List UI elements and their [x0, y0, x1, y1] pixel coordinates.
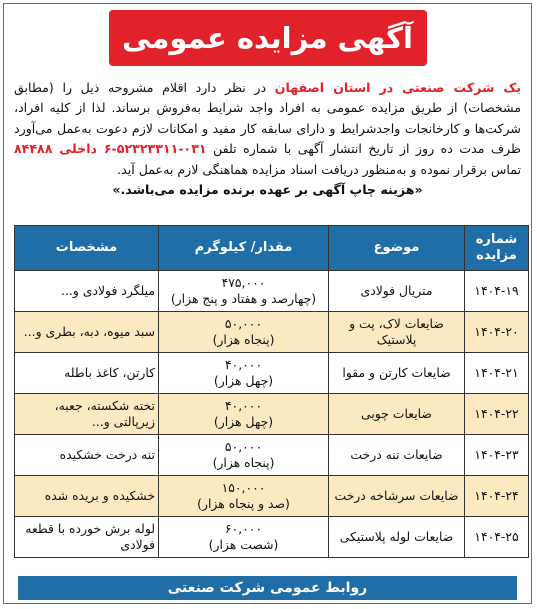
qty-words: (پنجاه هزار): [212, 332, 275, 347]
header-subject: موضوع: [329, 226, 465, 271]
table-row: [15, 271, 529, 312]
row-number: ۱۴۰۴-۲۳: [465, 435, 529, 476]
notice-text-part1: در نظر دارد اقلام مشروحه ذیل را (مطابق مشخصات) از طریق مزایده عمومی به افراد واجد شرایط به‌فروش برساند. لذا از کلیه افراد، شرکت‌ها و کارخانجات واجدشرایط و دارای سابقه کار مفید و امکانات لازم دعوت به‌عمل می‌آورد ظرف مدت ده روز از تاریخ انتشار آگهی با شماره تلفن: [14, 80, 521, 157]
row-number: ۱۴۰۴-۲۵: [465, 517, 529, 558]
row-subject: ضایعات چوبی: [329, 394, 465, 435]
row-quantity: [159, 517, 329, 558]
row-number: ۱۴۰۴-۲۰: [465, 312, 529, 353]
row-specs: لوله برش خورده با قطعه فولادی: [15, 517, 159, 558]
row-subject: ضایعات لوله پلاستیکی: [329, 517, 465, 558]
notice-body: [14, 78, 521, 200]
row-subject: متریال فولادی: [329, 271, 465, 312]
header-number: شماره مزایده: [465, 226, 529, 271]
row-number: ۱۴۰۴-۱۹: [465, 271, 529, 312]
qty-value: ۴۷۵,۰۰۰: [221, 275, 266, 290]
row-quantity: [159, 271, 329, 312]
footer-bar: روابط عمومی شرکت صنعتی: [18, 576, 517, 600]
row-subject: ضایعات تنه درخت: [329, 435, 465, 476]
row-number: ۱۴۰۴-۲۴: [465, 476, 529, 517]
qty-words: (صد و پنجاه هزار): [197, 496, 290, 511]
qty-value: ۴۰,۰۰۰: [224, 398, 263, 413]
table-header-row: [15, 226, 529, 271]
row-quantity: [159, 312, 329, 353]
row-specs: تخته شکسته، جعبه، زیرپالتی و...: [15, 394, 159, 435]
row-specs: کارتن، کاغذ باطله: [15, 353, 159, 394]
company-name: یک شرکت صنعتی در استان اصفهان: [274, 80, 521, 95]
row-subject: ضایعات لاک، پت و پلاستیک: [329, 312, 465, 353]
qty-words: (چهل هزار): [213, 414, 274, 429]
row-specs: تنه درخت خشکیده: [15, 435, 159, 476]
table-row: [15, 517, 529, 558]
title-banner-wrap: [4, 10, 531, 68]
qty-value: ۵۰,۰۰۰: [224, 439, 263, 454]
qty-words: (پنجاه هزار): [212, 455, 275, 470]
notice-frame: [3, 3, 532, 604]
row-specs: خشکیده و بریده شده: [15, 476, 159, 517]
auction-items-table: [14, 225, 529, 558]
row-quantity: [159, 435, 329, 476]
header-specs: مشخصات: [15, 226, 159, 271]
row-number: ۱۴۰۴-۲۲: [465, 394, 529, 435]
row-quantity: [159, 394, 329, 435]
table-row: [15, 435, 529, 476]
table-row: [15, 312, 529, 353]
qty-words: (چهارصد و هفتاد و پنج هزار): [170, 291, 317, 306]
row-quantity: [159, 476, 329, 517]
qty-value: ۴۰,۰۰۰: [224, 357, 263, 372]
table-row: [15, 394, 529, 435]
row-quantity: [159, 353, 329, 394]
row-number: ۱۴۰۴-۲۱: [465, 353, 529, 394]
row-subject: ضایعات سرشاخه درخت: [329, 476, 465, 517]
qty-value: ۶۰,۰۰۰: [224, 521, 263, 536]
table-row: [15, 353, 529, 394]
row-specs: میلگرد فولادی و...: [15, 271, 159, 312]
qty-value: ۱۵۰,۰۰۰: [221, 480, 266, 495]
row-specs: سبد میوه، دبه، بطری و...: [15, 312, 159, 353]
qty-words: (چهل هزار): [213, 373, 274, 388]
notice-text-part2: تماس برقرار نموده و به‌منظور دریافت اسناد مزایده هماهنگی لازم به‌عمل آید.: [117, 161, 521, 177]
qty-words: (شصت هزار): [208, 537, 279, 552]
qty-value: ۵۰,۰۰۰: [224, 316, 263, 331]
title-banner: آگهی مزایده عمومی: [109, 10, 427, 66]
header-quantity: مقدار/ کیلوگرم: [159, 226, 329, 271]
table-row: [15, 476, 529, 517]
row-subject: ضایعات کارتن و مقوا: [329, 353, 465, 394]
print-cost-note: «هزینه چاپ آگهی بر عهده برنده مزایده می‌باشد.»: [112, 182, 423, 198]
phone-number: ۰۳۱-۵۲۳۲۳۳۱۱-۶ داخلی ۸۴۴۸۸: [14, 141, 207, 157]
